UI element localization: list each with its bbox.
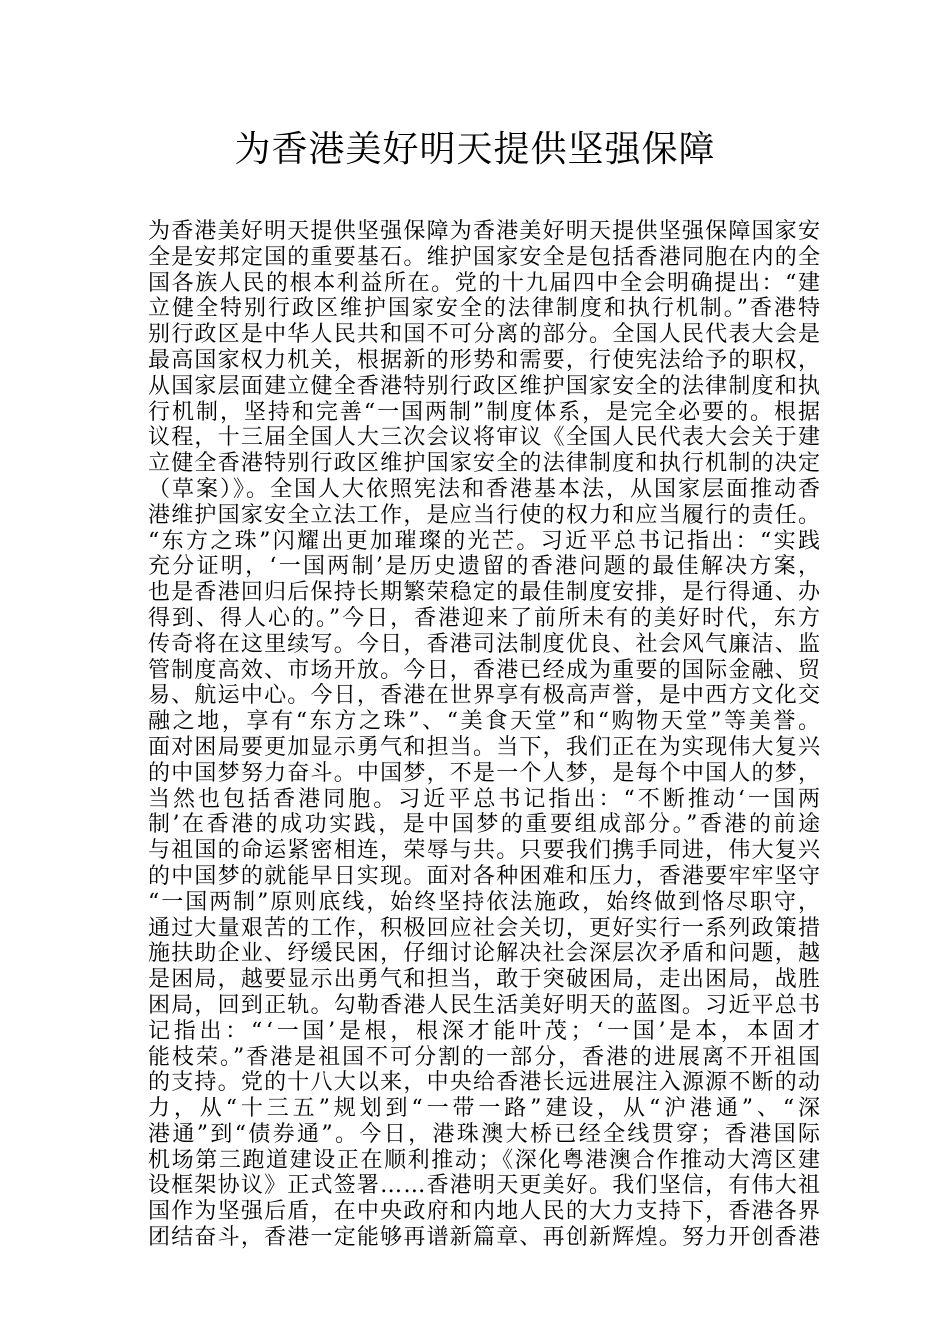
body-line: 通过大量艰苦的工作，积极回应社会关切，更好实行一系列政策措: [148, 915, 822, 941]
body-line: 管制度高效、市场开放。今日，香港已经成为重要的国际金融、贸: [148, 657, 822, 683]
body-line: 能枝荣。”香港是祖国不可分割的一部分，香港的进展离不开祖国: [148, 1044, 822, 1070]
body-line: 机场第三跑道建设正在顺利推动；《深化粤港澳合作推动大湾区建: [148, 1147, 822, 1173]
body-line: 的支持。党的十八大以来，中央给香港长远进展注入源源不断的动: [148, 1070, 822, 1096]
body-line: 与祖国的命运紧密相连，荣辱与共。只要我们携手同进，伟大复兴: [148, 838, 822, 864]
body-line: 记指出：“‘一国’是根，根深才能叶茂；‘一国’是本，本固才: [148, 1018, 824, 1044]
body-line: 为香港美好明天提供坚强保障为香港美好明天提供坚强保障国家安: [148, 219, 822, 244]
body-line: 行机制，坚持和完善“一国两制”制度体系，是完全必要的。根据: [148, 399, 822, 425]
body-line: 的中国梦的就能早日实现。面对各种困难和压力，香港要牢牢坚守: [148, 863, 822, 889]
body-line: 议程，十三届全国人大三次会议将审议《全国人民代表大会关于建: [148, 425, 822, 451]
body-line: 港通”到“债券通”。今日，港珠澳大桥已经全线贯穿；香港国际: [148, 1121, 823, 1147]
body-line: 从国家层面建立健全香港特别行政区维护国家安全的法律制度和执: [148, 373, 822, 399]
body-line: 设框架协议》正式签署……香港明天更美好。我们坚信，有伟大祖: [148, 1173, 822, 1199]
body-line: 融之地，享有“东方之珠”、“美食天堂”和“购物天堂”等美誉。: [148, 709, 823, 735]
body-line: 面对困局要更加显示勇气和担当。当下，我们正在为实现伟大复兴: [148, 734, 822, 760]
body-line: 传奇将在这里续写。今日，香港司法制度优良、社会风气廉洁、监: [148, 631, 822, 657]
document-title: 为香港美好明天提供坚强保障: [234, 129, 716, 170]
body-line: 最高国家权力机关，根据新的形势和需要，行使宪法给予的职权，: [148, 347, 822, 373]
body-line: 困局，回到正轨。勾勒香港人民生活美好明天的蓝图。习近平总书: [148, 992, 822, 1018]
body-line: 得到、得人心的。”今日，香港迎来了前所未有的美好时代，东方: [148, 605, 822, 631]
body-line: 的中国梦努力奋斗。中国梦，不是一个人梦，是每个中国人的梦，: [148, 760, 822, 786]
body-line: 也是香港回归后保持长期繁荣稳定的最佳制度安排，是行得通、办: [148, 580, 822, 606]
body-line: 当然也包括香港同胞。习近平总书记指出：“不断推动‘一国两: [148, 786, 824, 812]
body-line: 充分证明，‘一国两制’是历史遗留的香港问题的最佳解决方案，: [148, 554, 823, 580]
body-line: 立健全特别行政区维护国家安全的法律制度和执行机制。”香港特: [148, 296, 822, 322]
body-line: 国各族人民的根本利益所在。党的十九届四中全会明确提出：“建: [148, 270, 822, 296]
body-line: （草案）》。全国人大依照宪法和香港基本法，从国家层面推动香: [148, 476, 822, 502]
body-line: 立健全香港特别行政区维护国家安全的法律制度和执行机制的决定: [148, 451, 822, 477]
body-line: “东方之珠”闪耀出更加璀璨的光芒。习近平总书记指出：“实践: [148, 528, 823, 554]
body-line: 别行政区是中华人民共和国不可分离的部分。全国人民代表大会是: [148, 322, 822, 348]
body-line: 是困局，越要显示出勇气和担当，敢于突破困局，走出困局，战胜: [148, 967, 822, 993]
body-line: 力，从“十三五”规划到“一带一路”建设，从“沪港通”、“深: [148, 1096, 824, 1122]
body-line: 港维护国家安全立法工作，是应当行使的权力和应当履行的责任。: [148, 502, 822, 528]
body-line: “一国两制”原则底线，始终坚持依法施政，始终做到恪尽职守，: [148, 889, 822, 915]
document-body: [148, 219, 824, 1251]
body-line: 国作为坚强后盾，在中央政府和内地人民的大力支持下，香港各界: [148, 1199, 822, 1225]
body-line: 制’在香港的成功实践，是中国梦的重要组成部分。”香港的前途: [148, 812, 823, 838]
body-line: 全是安邦定国的重要基石。维护国家安全是包括香港同胞在内的全: [148, 244, 822, 270]
body-line: 施扶助企业、纾缓民困，仔细讨论解决社会深层次矛盾和问题，越: [148, 941, 822, 967]
body-line: 团结奋斗，香港一定能够再谱新篇章、再创新辉煌。努力开创香港: [148, 1225, 822, 1251]
body-line: 易、航运中心。今日，香港在世界享有极高声誉，是中西方文化交: [148, 683, 822, 709]
